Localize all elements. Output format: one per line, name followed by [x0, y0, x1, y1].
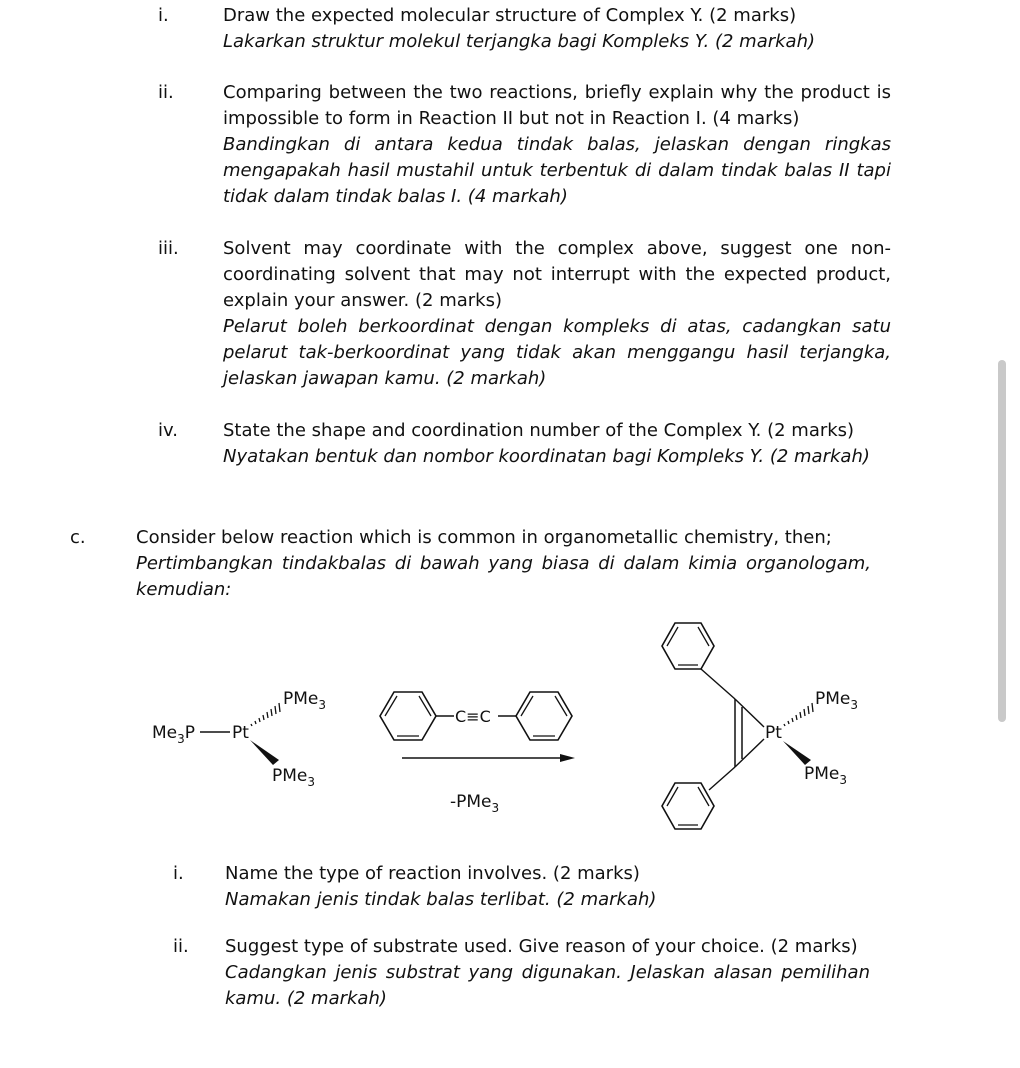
section-intro-ms: Pertimbangkan tindakbalas di bawah yang biasa di dalam kimia organologam, kemudian:: [136, 553, 871, 600]
question-item: [225, 861, 885, 913]
question-item: [223, 3, 893, 55]
benzene-ring: [516, 692, 572, 740]
item-numeral: iv.: [158, 420, 178, 441]
question-en: Draw the expected molecular structure of Complex Y. (2 marks): [223, 5, 797, 26]
section-intro-en: Consider below reaction which is common in organometallic chemistry, then;: [136, 527, 832, 548]
item-numeral: ii.: [158, 82, 174, 103]
benzene-ring: [662, 783, 714, 829]
question-en: Name the type of reaction involves. (2 marks): [225, 863, 640, 884]
solid-wedge: [783, 741, 811, 765]
byproduct-label: -PMe$_3$: [450, 792, 500, 815]
alkyne-reagent: [380, 692, 572, 740]
question-item: [225, 934, 870, 1012]
pme3-label-top: PMe$_3$: [283, 689, 327, 712]
question-ms: Namakan jenis tindak balas terlibat. (2 markah): [225, 889, 657, 910]
item-numeral: iii.: [158, 238, 179, 259]
question-en: Solvent may coordinate with the complex above, suggest one non-coordinating solvent that may not interrupt with the expected product, explain your answer. (2 marks): [223, 238, 891, 311]
reaction-scheme: [0, 610, 1020, 840]
benzene-ring: [380, 692, 436, 740]
question-item: [223, 80, 891, 210]
question-ms: Bandingkan di antara kedua tindak balas, jelaskan dengan ringkas mengapakah hasil mustahil untuk terbentuk di dalam tindak balas II tapi tidak dalam tindak balas I. (4 markah): [223, 134, 891, 207]
alkyne-label: C≡C: [455, 707, 491, 726]
me3p-label: $Me_3P$: [152, 723, 196, 746]
pt-label-right: Pt: [765, 723, 782, 743]
question-en: Comparing between the two reactions, briefly explain why the product is impossible to form in Reaction II but not in Reaction I. (4 marks): [223, 82, 891, 129]
pme3-label-bottom: PMe$_3$: [272, 766, 316, 789]
item-numeral: ii.: [173, 936, 189, 957]
reactant-complex: [152, 689, 326, 789]
question-item: [223, 418, 903, 470]
question-en: Suggest type of substrate used. Give reason of your choice. (2 marks): [225, 936, 858, 957]
pme3-label-bottom: PMe$_3$: [804, 764, 848, 787]
question-ms: Cadangkan jenis substrat yang digunakan. Jelaskan alasan pemilihan kamu. (2 markah): [225, 962, 870, 1009]
benzene-ring: [662, 623, 714, 669]
question-ms: Pelarut boleh berkoordinat dengan kompleks di atas, cadangkan satu pelarut tak-berkoordinat yang tidak akan menggangu hasil terjangka, jelaskan jawapan kamu. (2 markah): [223, 316, 891, 389]
section-intro: [136, 525, 871, 603]
question-item: [223, 236, 891, 392]
pme3-label-top: PMe$_3$: [815, 689, 859, 712]
hashed-wedge: [251, 703, 280, 726]
reaction-arrow: [402, 754, 575, 762]
question-ms: Nyatakan bentuk dan nombor koordinatan bagi Kompleks Y. (2 markah): [223, 446, 870, 467]
section-letter: c.: [70, 527, 86, 548]
product-complex: [662, 623, 858, 829]
pt-label-left: Pt: [232, 723, 249, 743]
question-en: State the shape and coordination number of the Complex Y. (2 marks): [223, 420, 855, 441]
hashed-wedge: [784, 703, 813, 726]
item-numeral: i.: [173, 863, 184, 884]
solid-wedge: [250, 740, 279, 765]
question-ms: Lakarkan struktur molekul terjangka bagi Kompleks Y. (2 markah): [223, 31, 816, 52]
vertical-scrollbar[interactable]: [998, 360, 1006, 722]
item-numeral: i.: [158, 5, 169, 26]
